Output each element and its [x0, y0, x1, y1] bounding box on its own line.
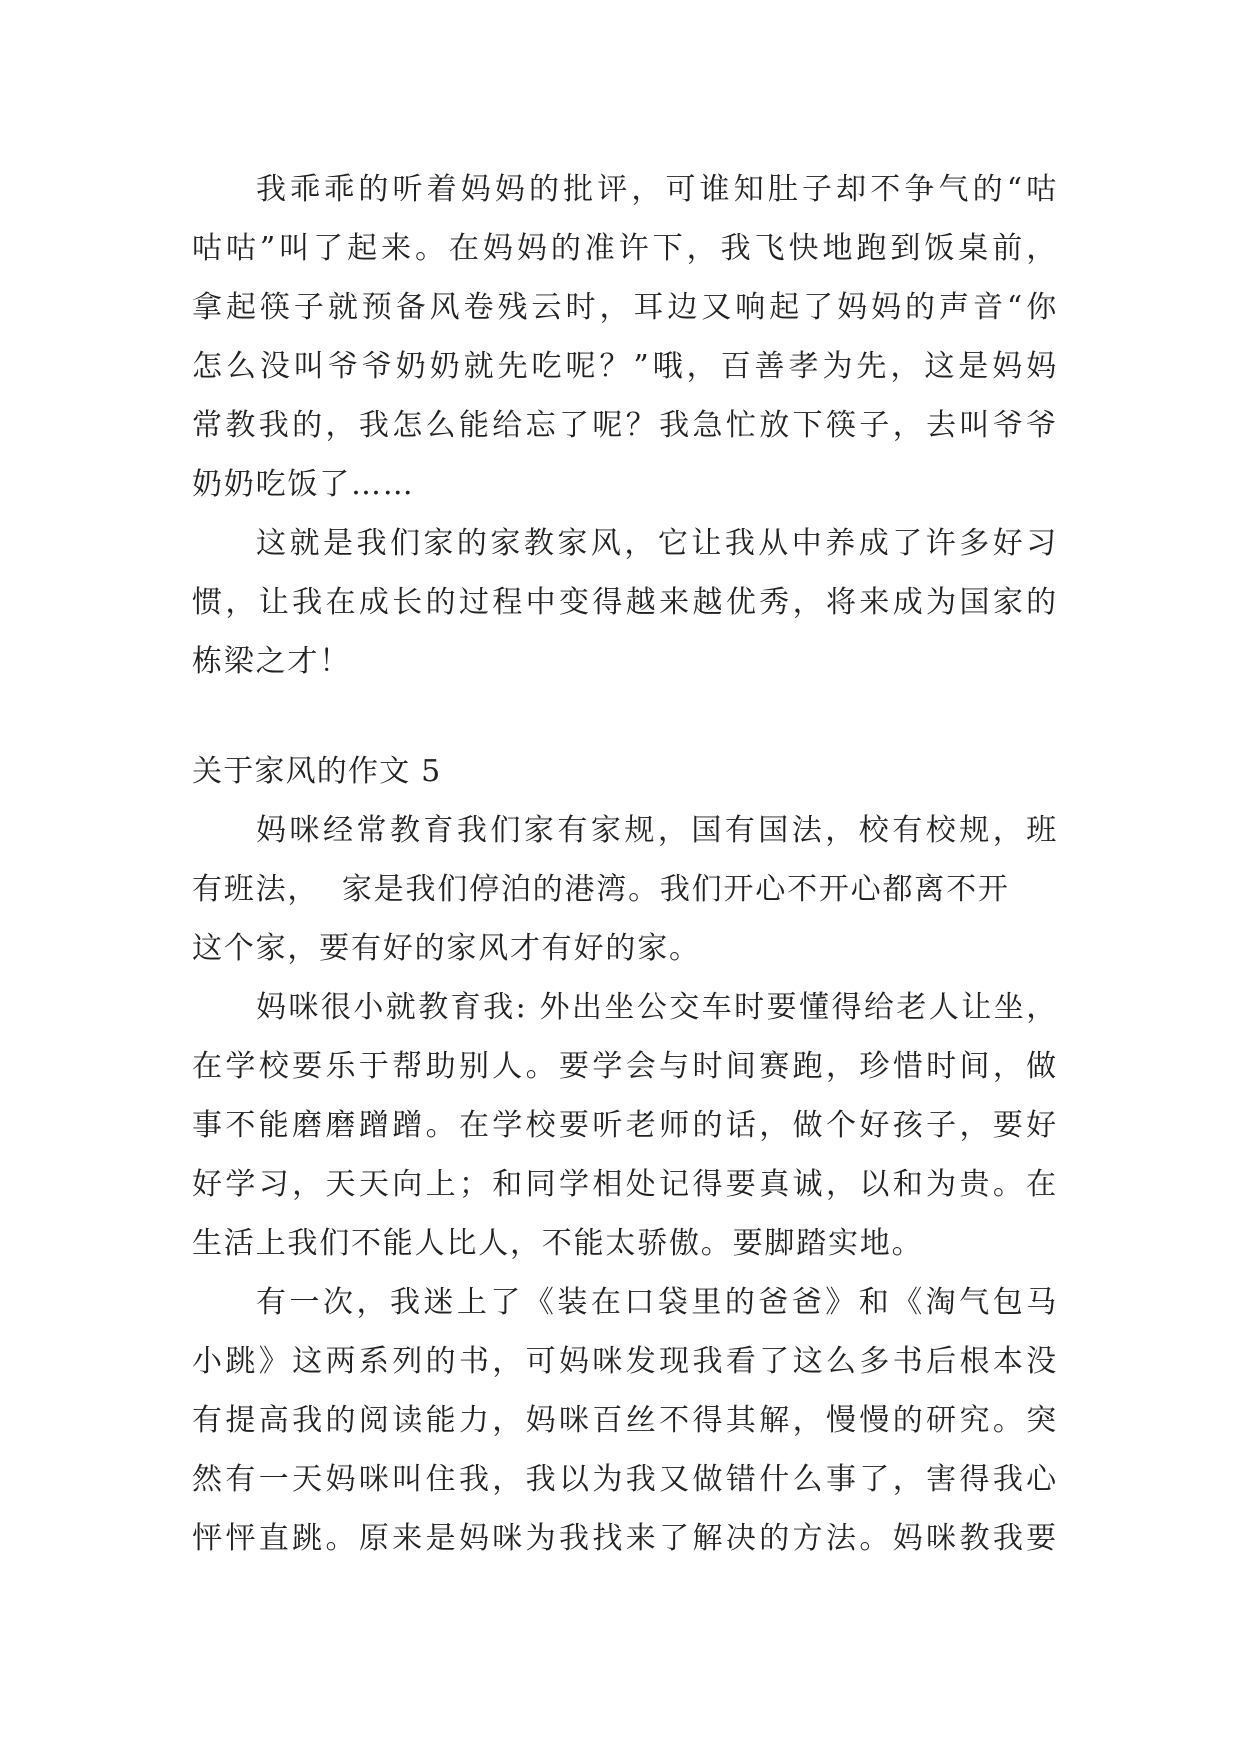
text-line: 有班法， 家是我们停泊的港湾。我们开心不开心都离不开	[192, 872, 1010, 907]
text-line: 这就是我们家的家教家风，它让我从中养成了许多好习	[256, 526, 1058, 561]
section-gap	[192, 691, 1058, 742]
text-line: 我乖乖的听着妈妈的批评，可谁知肚子却不争气的“咕	[256, 172, 1058, 207]
text-line: 有一次，我迷上了《装在口袋里的爸爸》和《淘气包马	[256, 1285, 1058, 1320]
text-line: 妈咪经常教育我们家有家规，国有国法，校有校规，班	[256, 813, 1058, 848]
text-line: 好学习，天天向上；和同学相处记得要真诚，以和为贵。在	[192, 1167, 1058, 1202]
text-line: 惯，让我在成长的过程中变得越来越优秀，将来成为国家的	[192, 585, 1058, 620]
paragraph-2	[192, 514, 1058, 691]
text-line: 生活上我们不能人比人，不能太骄傲。要脚踏实地。	[192, 1226, 924, 1261]
text-line: 咕咕”叫了起来。在妈妈的准许下，我飞快地跑到饭桌前，	[192, 231, 1058, 266]
text-line: 事不能磨磨蹭蹭。在学校要听老师的话，做个好孩子，要好	[192, 1108, 1058, 1143]
paragraph-1	[192, 160, 1058, 514]
text-line: 栋梁之才！	[192, 644, 351, 679]
text-line: 怦怦直跳。原来是妈咪为我找来了解决的方法。妈咪教我要	[192, 1521, 1058, 1556]
text-line: 在学校要乐于帮助别人。要学会与时间赛跑，珍惜时间，做	[192, 1049, 1058, 1084]
document-body	[192, 160, 1058, 1568]
text-line: 怎么没叫爷爷奶奶就先吃呢？”哦，百善孝为先，这是妈妈	[192, 349, 1058, 384]
paragraph-4	[192, 978, 1058, 1273]
text-line: 然有一天妈咪叫住我，我以为我又做错什么事了，害得我心	[192, 1462, 1058, 1497]
paragraph-5	[192, 1273, 1058, 1568]
text-line: 拿起筷子就预备风卷残云时，耳边又响起了妈妈的声音“你	[192, 290, 1058, 325]
section-heading: 关于家风的作文 5	[192, 754, 442, 789]
text-line: 小跳》这两系列的书，可妈咪发现我看了这么多书后根本没	[192, 1344, 1058, 1379]
text-line: 奶奶吃饭了……	[192, 467, 415, 502]
text-line: 这个家，要有好的家风才有好的家。	[192, 931, 701, 966]
text-line: 常教我的，我怎么能给忘了呢？我急忙放下筷子，去叫爷爷	[192, 408, 1058, 443]
text-line: 有提高我的阅读能力，妈咪百丝不得其解，慢慢的研究。突	[192, 1403, 1058, 1438]
paragraph-3	[192, 801, 1058, 978]
text-line: 妈咪很小就教育我: 外出坐公交车时要懂得给老人让坐，	[256, 990, 1058, 1025]
